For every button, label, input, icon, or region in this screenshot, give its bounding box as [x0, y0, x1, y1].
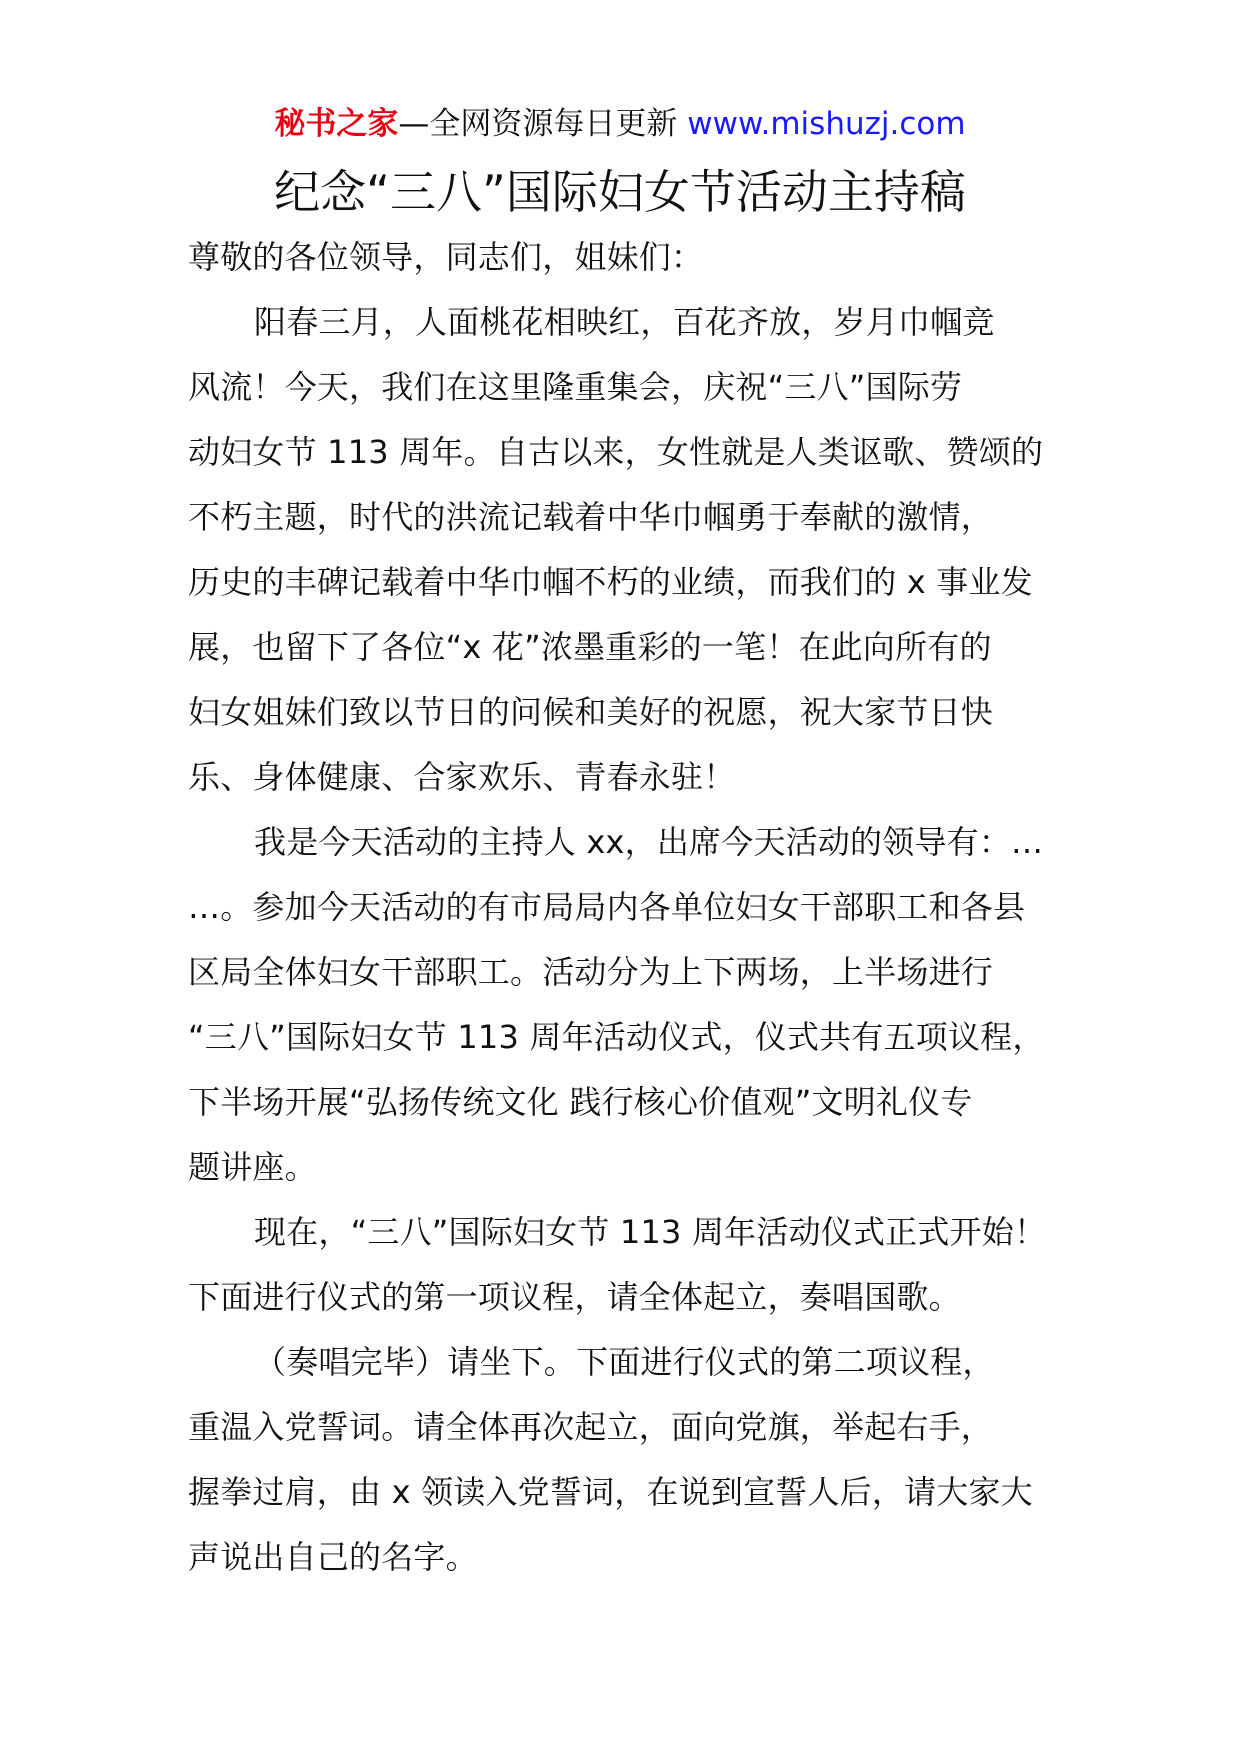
document-body — [188, 225, 1088, 1590]
paragraph-line: 下半场开展“弘扬传统文化 践行核心价值观”文明礼仪专 — [188, 1083, 973, 1121]
site-header — [0, 102, 1240, 146]
paragraph-line: 重温入党誓词。请全体再次起立，面向党旗，举起右手， — [188, 1408, 994, 1446]
paragraph-line: 握拳过肩，由 x 领读入党誓词，在说到宣誓人后，请大家大 — [188, 1473, 1033, 1511]
paragraph-line: 下面进行仪式的第一项议程，请全体起立，奏唱国歌。 — [188, 1278, 961, 1316]
header-tagline: —全网资源每日更新 — [398, 106, 688, 142]
paragraph-line: 动妇女节 113 周年。自古以来，女性就是人类讴歌、赞颂的 — [188, 433, 1044, 471]
paragraph-line: …。参加今天活动的有市局局内各单位妇女干部职工和各县 — [188, 888, 1026, 926]
paragraph-line: 风流！今天，我们在这里隆重集会，庆祝“三八”国际劳 — [188, 368, 963, 406]
paragraph-line: 声说出自己的名字。 — [188, 1538, 478, 1576]
paragraph-line: 乐、身体健康、合家欢乐、青春永驻！ — [188, 758, 736, 796]
paragraph-line: 题讲座。 — [188, 1148, 317, 1186]
paragraph-line: “三八”国际妇女节 113 周年活动仪式，仪式共有五项议程， — [188, 1018, 1045, 1056]
site-url-link[interactable]: www.mishuzj.com — [687, 106, 966, 142]
brand-name: 秘书之家 — [274, 106, 399, 142]
paragraph-line: 阳春三月，人面桃花相映红，百花齐放，岁月巾帼竞 — [254, 303, 995, 341]
paragraph-line: 展，也留下了各位“x 花”浓墨重彩的一笔！在此向所有的 — [188, 628, 992, 666]
salutation-line: 尊敬的各位领导，同志们，姐妹们： — [188, 238, 704, 276]
paragraph-line: 不朽主题，时代的洪流记载着中华巾帼勇于奉献的激情， — [188, 498, 994, 536]
paragraph-line: 妇女姐妹们致以节日的问候和美好的祝愿，祝大家节日快 — [188, 693, 994, 731]
paragraph-line: 现在，“三八”国际妇女节 113 周年活动仪式正式开始！ — [254, 1213, 1047, 1251]
paragraph-line: （奏唱完毕）请坐下。下面进行仪式的第二项议程， — [254, 1343, 995, 1381]
paragraph-line: 历史的丰碑记载着中华巾帼不朽的业绩，而我们的 x 事业发 — [188, 563, 1033, 601]
paragraph-line: 区局全体妇女干部职工。活动分为上下两场，上半场进行 — [188, 953, 994, 991]
paragraph-line: 我是今天活动的主持人 xx，出席今天活动的领导有：… — [254, 823, 1044, 861]
document-title: 纪念“三八”国际妇女节活动主持稿 — [274, 165, 966, 219]
